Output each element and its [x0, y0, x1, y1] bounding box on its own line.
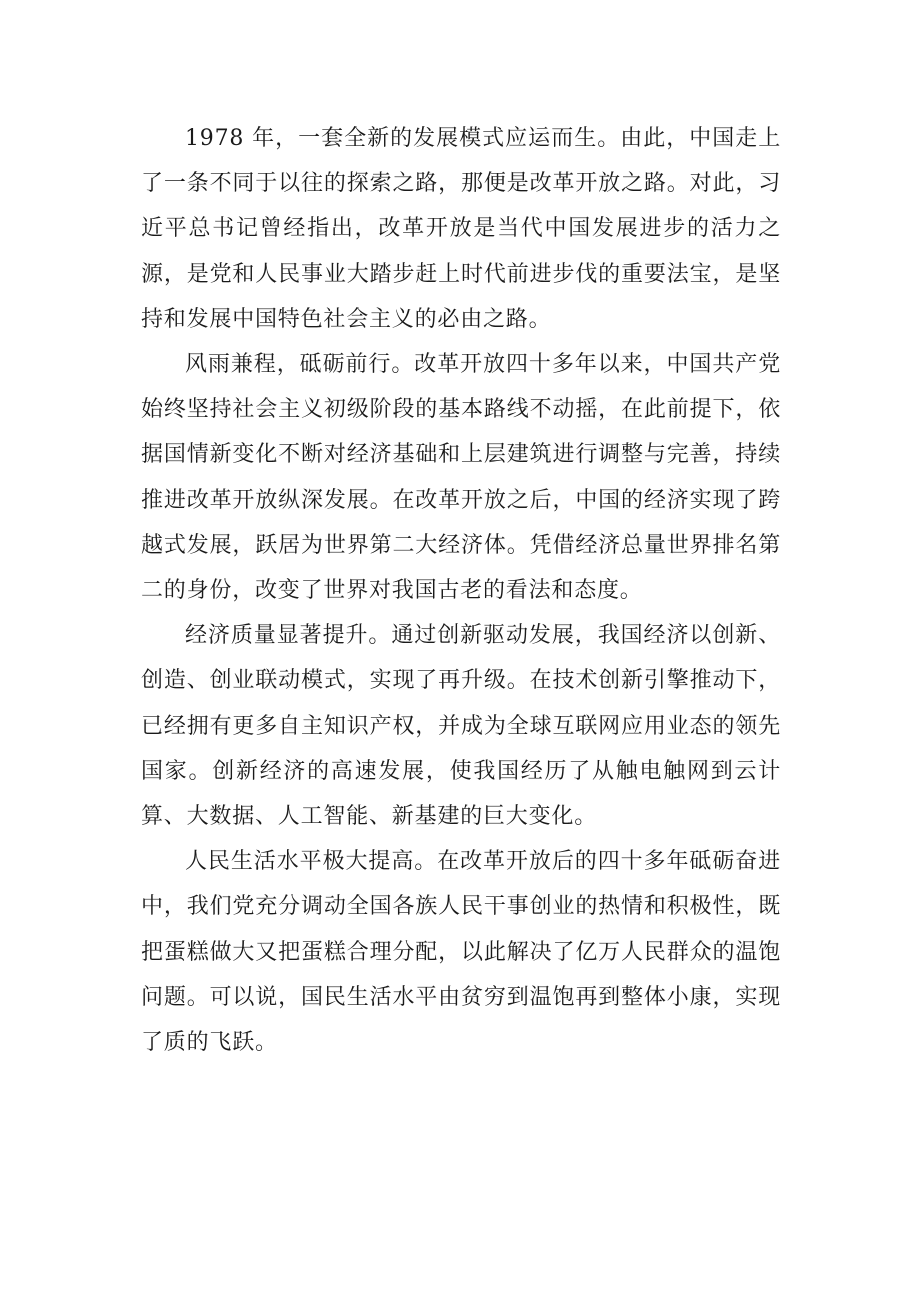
paragraph-living-standards: 人民生活水平极大提高。在改革开放后的四十多年砥砺奋进中，我们党充分调动全国各族人民干事创业的热情和积极性，既把蛋糕做大又把蛋糕合理分配，以此解决了亿万人民群众的温饱问题。可以说，国民生活水平由贫穷到温饱再到整体小康，实现了质的飞跃。	[141, 849, 781, 1056]
paragraph-reform-opening: 1978 年，一套全新的发展模式应运而生。由此，中国走上了一条不同于以往的探索之路，那便是改革开放之路。对此，习近平总书记曾经指出，改革开放是当代中国发展进步的活力之源，是党和人民事业大踏步赶上时代前进步伐的重要法宝，是坚持和发展中国特色社会主义的必由之路。	[141, 126, 781, 332]
document-body	[141, 116, 781, 1065]
paragraph-economic-growth: 风雨兼程，砥砺前行。改革开放四十多年以来，中国共产党始终坚持社会主义初级阶段的基本路线不动摇，在此前提下，依据国情新变化不断对经济基础和上层建筑进行调整与完善，持续推进改革开放纵深发展。在改革开放之后，中国的经济实现了跨越式发展，跃居为世界第二大经济体。凭借经济总量世界排名第二的身份，改变了世界对我国古老的看法和态度。	[141, 352, 781, 604]
paragraph-economic-quality: 经济质量显著提升。通过创新驱动发展，我国经济以创新、创造、创业联动模式，实现了再升级。在技术创新引擎推动下，已经拥有更多自主知识产权，并成为全球互联网应用业态的领先国家。创新经济的高速发展，使我国经历了从触电触网到云计算、大数据、人工智能、新基建的巨大变化。	[141, 623, 781, 830]
